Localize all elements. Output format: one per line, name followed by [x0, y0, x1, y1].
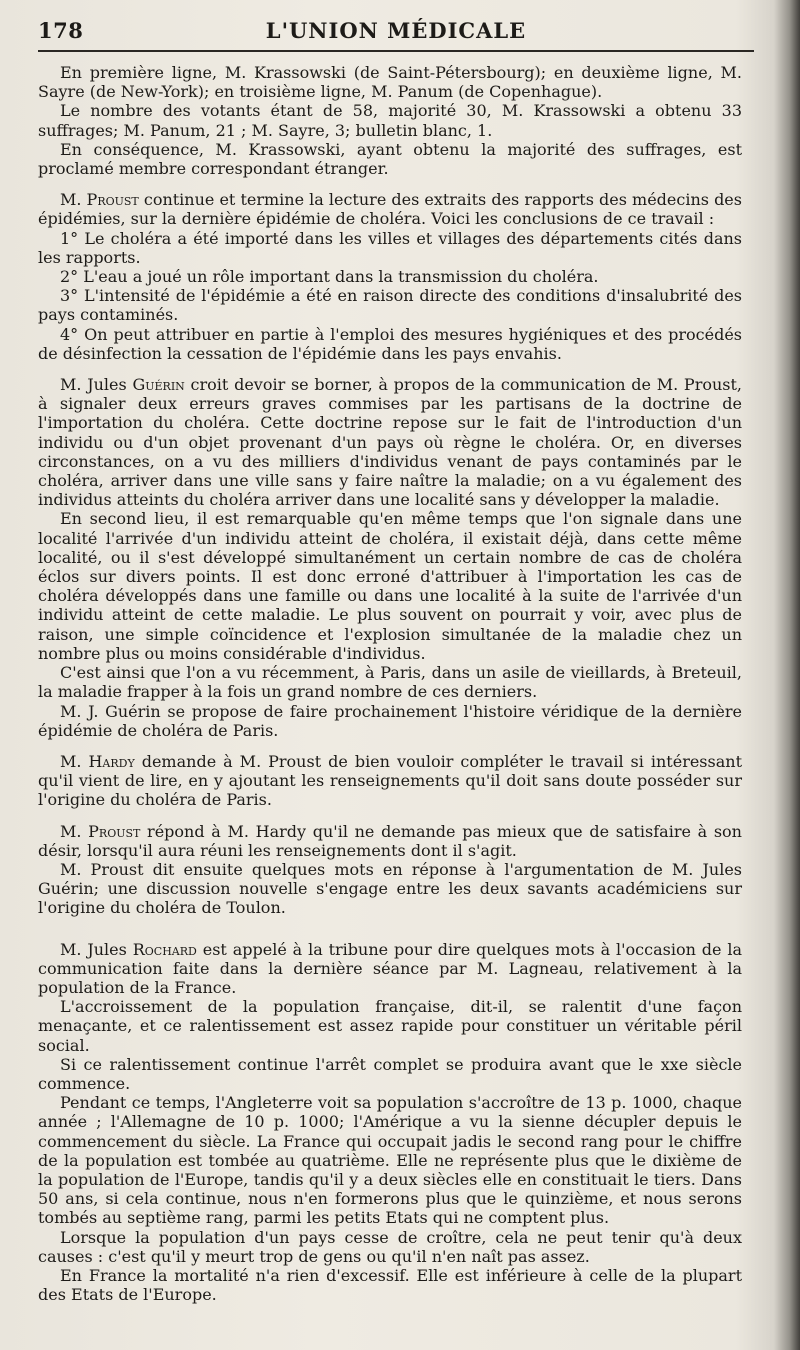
paragraph: [38, 1055, 742, 1093]
paragraph-text: croit devoir se borner, à propos de la communication de M. Proust, à signaler deux erreurs graves commises par les partisans de la doctrine de l'importation du choléra. Cette doctrine repose sur le fait de l'introduction d'un individu ou d'un objet provenant d'un pays où règne le choléra. Or, en diverses circonstances, on a vu des milliers d'individus venant de pays contaminés par le choléra, arriver dans une ville sans y faire naître la maladie; on a vu également des individus atteints du choléra arriver dans une localité sans y développer la maladie.: [38, 375, 743, 510]
paragraph-text: 3° L'intensité de l'épidémie a été en raison directe des conditions d'insalubrité des pays contaminés.: [38, 286, 742, 325]
speaker-prefix: M.: [60, 751, 89, 771]
paragraph-text: Pendant ce temps, l'Angleterre voit sa population s'accroître de 13 p. 1000, chaque année ; l'Allemagne de 10 p. 1000; l'Amérique a vu la sienne décupler depuis le commencement du siècle. La France qui occupait jadis le second rang pour le chiffre de la population est tombée au quatrième. Elle ne représente plus que le dixième de la population de l'Europe, tandis qu'il y a deux siècles elle en constituait le tiers. Dans 50 ans, si cela continue, nous n'en formerons plus que le quinzième, et nous serons tombés au septième rang, parmi les petits Etats qui ne comptent plus.: [38, 1093, 742, 1228]
paragraph: [38, 325, 742, 363]
running-title: L'UNION MÉDICALE: [265, 18, 527, 43]
paragraph: [38, 1266, 742, 1304]
paragraph-text: En France la mortalité n'a rien d'excessif. Elle est inférieure à celle de la plupart des Etats de l'Europe.: [38, 1265, 742, 1305]
paragraph: [38, 997, 742, 1055]
speaker-name: Hardy: [88, 751, 135, 771]
paragraph: [38, 375, 742, 509]
paragraph-text: En second lieu, il est remarquable qu'en même temps que l'on signale dans une localité l'arrivée d'un individu atteint de choléra, il existait déjà, dans cette même localité, ou il s'est développé simultanément un certain nombre de cas de choléra éclos sur divers points. Il est donc erroné d'attribuer à l'importation les cas de choléra développés dans une famille ou dans une localité à la suite de l'arrivée d'un individu atteint de cette maladie. Le plus souvent on pourrait y voir, avec plus de raison, une simple coïncidence et l'explosion simultanée de la maladie chez un nombre plus ou moins considérable d'individus.: [38, 509, 742, 663]
page-number: 178: [38, 18, 84, 43]
paragraph: [38, 860, 742, 918]
paragraph: [38, 101, 742, 139]
paragraph-text: 1° Le choléra a été importé dans les villes et villages des départements cités dans les rapports.: [38, 228, 742, 267]
paragraph: [38, 1093, 742, 1227]
paragraph: [38, 1228, 742, 1266]
page-binding-shadow: [774, 0, 800, 1350]
speaker-prefix: M. Jules: [60, 939, 133, 959]
paragraph: [38, 663, 742, 701]
paragraph-text: est appelé à la tribune pour dire quelques mots à l'occasion de la communication faite dans la dernière séance par M. Lagneau, relativement à la population de la France.: [38, 939, 743, 997]
paragraph: [38, 822, 742, 860]
paragraph: [38, 190, 742, 228]
paragraph-text: En conséquence, M. Krassowski, ayant obtenu la majorité des suffrages, est proclamé membre correspondant étranger.: [38, 139, 742, 179]
speaker-name: Proust: [88, 821, 141, 841]
paragraph-text: M. Proust dit ensuite quelques mots en réponse à l'argumentation de M. Jules Guérin; une discussion nouvelle s'engage entre les deux savants académiciens sur l'origine du choléra de Toulon.: [38, 859, 742, 918]
paragraph: [38, 140, 742, 178]
page-header: [38, 14, 754, 48]
paragraph: [38, 267, 742, 286]
paragraph: [38, 752, 742, 810]
paragraph: [38, 286, 742, 324]
paragraph-text: Lorsque la population d'un pays cesse de croître, cela ne peut tenir qu'à deux causes : c'est qu'il y meurt trop de gens ou qu'il n'en naît pas assez.: [38, 1227, 742, 1266]
speaker-prefix: M.: [60, 821, 89, 841]
speaker-name: Rochard: [132, 939, 197, 959]
paragraph-text: C'est ainsi que l'on a vu récemment, à Paris, dans un asile de vieillards, à Breteuil, la maladie frapper à la fois un grand nombre de ces derniers.: [38, 663, 742, 702]
paragraph-text: En première ligne, M. Krassowski (de Saint-Pétersbourg); en deuxième ligne, M. Sayre (de New-York); en troisième ligne, M. Panum (de Copenhague).: [38, 63, 742, 102]
paragraph: [38, 63, 742, 101]
article-body: [38, 63, 742, 1304]
paragraph-text: 4° On peut attribuer en partie à l'emploi des mesures hygiéniques et des procédés de désinfection la cessation de l'épidémie dans les pays envahis.: [38, 324, 742, 363]
header-rule: [38, 50, 754, 52]
paragraph: [38, 940, 742, 998]
paragraph: [38, 509, 742, 663]
paragraph: [38, 229, 742, 267]
paragraph-text: 2° L'eau a joué un rôle important dans la transmission du choléra.: [60, 267, 599, 287]
paragraph-text: Le nombre des votants étant de 58, majorité 30, M. Krassowski a obtenu 33 suffrages; M. Panum, 21 ; M. Sayre, 3; bulletin blanc, 1.: [38, 101, 742, 140]
paragraph-text: M. J. Guérin se propose de faire prochainement l'histoire véridique de la dernière épidémie de choléra de Paris.: [38, 701, 742, 740]
speaker-name: Guérin: [132, 375, 185, 395]
paragraph-text: L'accroissement de la population française, dit-il, se ralentit d'une façon menaçante, et ce ralentissement est assez rapide pour constituer un véritable péril social.: [38, 997, 742, 1055]
paragraph-text: Si ce ralentissement continue l'arrêt complet se produira avant que le xxe siècle commence.: [38, 1054, 742, 1093]
speaker-name: M. Proust: [60, 190, 139, 210]
paragraph-text: continue et termine la lecture des extraits des rapports des médecins des épidémies, sur la dernière épidémie de choléra. Voici les conclusions de ce travail :: [38, 190, 742, 229]
paragraph: [38, 702, 742, 740]
paragraph-text: répond à M. Hardy qu'il ne demande pas mieux que de satisfaire à son désir, lorsqu'il aura réuni les renseignements dont il s'agit.: [38, 821, 742, 860]
paragraph-text: demande à M. Proust de bien vouloir compléter le travail si intéressant qu'il vient de lire, en y ajoutant les renseignements qu'il doit sans doute posséder sur l'origine du choléra de Paris.: [38, 751, 743, 810]
speaker-prefix: M. Jules: [60, 375, 133, 395]
